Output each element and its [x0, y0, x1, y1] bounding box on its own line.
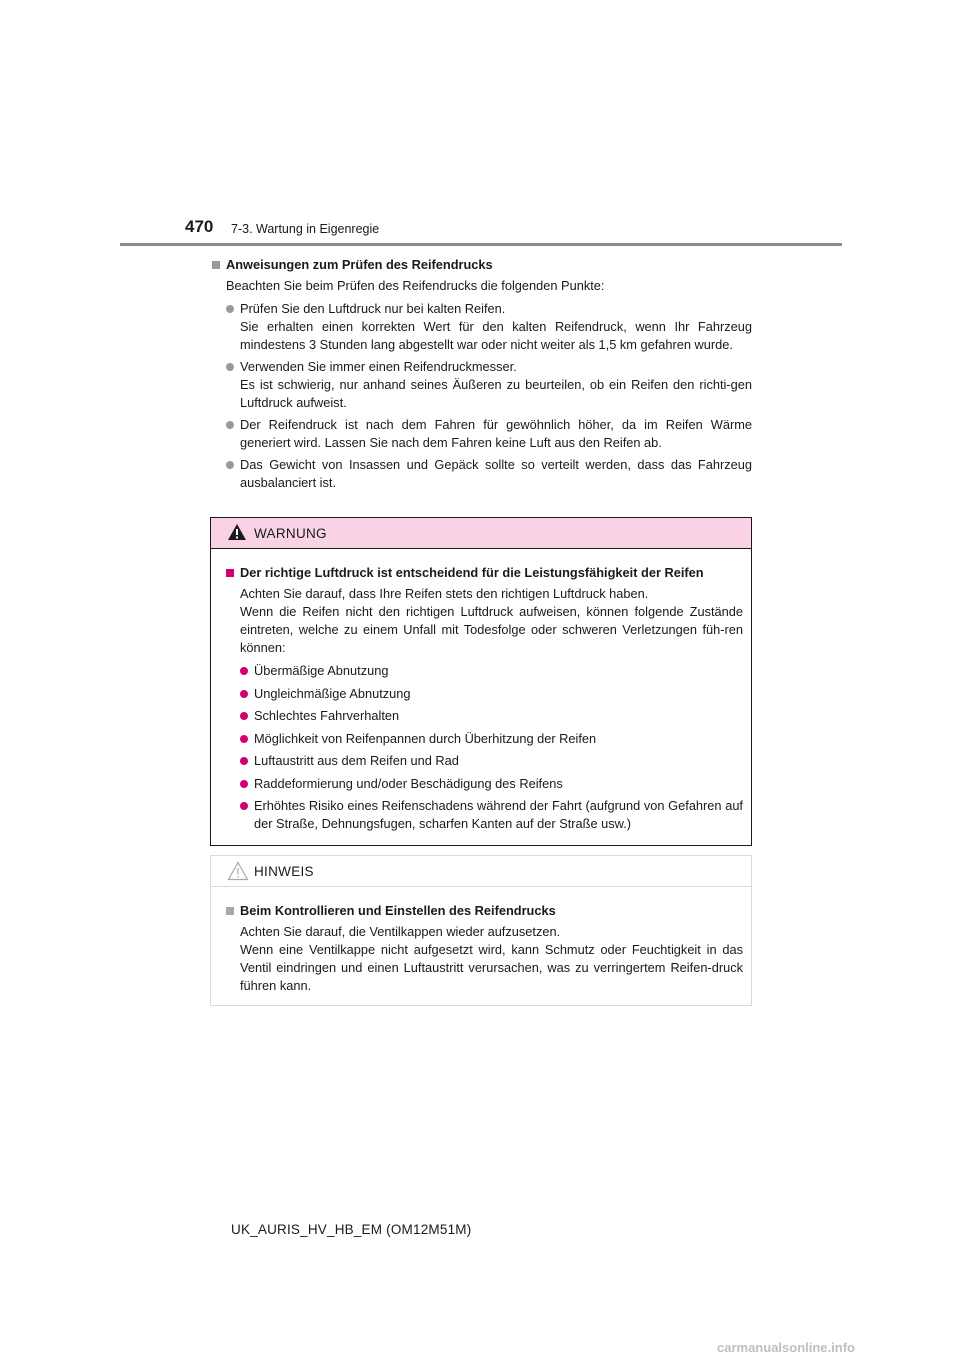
- watermark: carmanualsonline.info: [717, 1340, 855, 1355]
- list-item: [240, 685, 743, 703]
- circle-bullet-icon: [226, 363, 234, 371]
- header-rule: [120, 243, 842, 246]
- notice-header: [211, 856, 751, 887]
- list-item: [226, 416, 752, 452]
- warning-intro: [240, 585, 743, 657]
- circle-bullet-icon: [240, 802, 248, 810]
- section-title: Anweisungen zum Prüfen des Reifendrucks: [226, 257, 493, 272]
- circle-bullet-icon: [240, 780, 248, 788]
- circle-bullet-icon: [226, 305, 234, 313]
- notice-heading: [226, 902, 743, 920]
- intro-line: Wenn eine Ventilkappe nicht aufgesetzt wird, kann Schmutz oder Feuchtigkeit in das Ventil eindringen und einen Luftaustritt verursachen, was zu verringertem Reifen-druck führen kann.: [240, 942, 743, 993]
- tire-check-section: [212, 256, 752, 496]
- list-item: [240, 797, 743, 833]
- square-bullet-icon: [226, 907, 234, 915]
- notice-title: Beim Kontrollieren und Einstellen des Reifendrucks: [240, 903, 556, 918]
- list-item: [240, 707, 743, 725]
- notice-label: HINWEIS: [254, 864, 314, 879]
- warning-triangle-icon: [227, 523, 247, 541]
- circle-bullet-icon: [240, 667, 248, 675]
- chapter-title: 7-3. Wartung in Eigenregie: [231, 222, 380, 236]
- notice-body: [211, 887, 751, 995]
- intro-line: Achten Sie darauf, dass Ihre Reifen stets den richtigen Luftdruck haben.: [240, 586, 649, 601]
- list-item: [240, 752, 743, 770]
- warning-heading: [226, 564, 743, 582]
- section-heading: [212, 256, 752, 274]
- bullet-line: Das Gewicht von Insassen und Gepäck sollte so verteilt werden, dass das Fahrzeug ausbalanciert ist.: [240, 457, 752, 490]
- circle-bullet-icon: [240, 757, 248, 765]
- item-text: Ungleichmäßige Abnutzung: [254, 685, 411, 701]
- page-number: 470: [185, 217, 214, 236]
- item-text: Übermäßige Abnutzung: [254, 663, 389, 678]
- list-item: [226, 456, 752, 492]
- circle-bullet-icon: [240, 735, 248, 743]
- intro-line: Wenn die Reifen nicht den richtigen Luftdruck aufweisen, können folgende Zustände eintreten, welche zu einem Unfall mit Todesfolge oder schweren Verletzungen füh-ren können:: [240, 604, 743, 655]
- list-item: [240, 730, 743, 748]
- square-bullet-icon: [212, 261, 220, 269]
- bullet-line: Prüfen Sie den Luftdruck nur bei kalten Reifen.: [240, 301, 506, 316]
- list-item: [226, 300, 752, 354]
- list-item: [240, 662, 743, 680]
- item-text: Luftaustritt aus dem Reifen und Rad: [254, 753, 459, 768]
- bullet-line: Es ist schwierig, nur anhand seines Äußeren zu beurteilen, ob ein Reifen den richti-gen Luftdruck aufweist.: [240, 377, 752, 410]
- circle-bullet-icon: [240, 690, 248, 698]
- item-text: Schlechtes Fahrverhalten: [254, 708, 400, 723]
- warning-header: [211, 518, 751, 549]
- notice-box: [210, 855, 752, 1006]
- circle-bullet-icon: [240, 712, 248, 720]
- item-text: Erhöhtes Risiko eines Reifenschadens während der Fahrt (aufgrund von Gefahren auf der Straße, Dehnungsfugen, scharfen Kanten auf der Straße usw.): [254, 798, 743, 831]
- caution-triangle-icon: [227, 861, 249, 881]
- bullet-line: Verwenden Sie immer einen Reifendruckmesser.: [240, 359, 517, 374]
- bullet-line: Sie erhalten einen korrekten Wert für den kalten Reifendruck, wenn Ihr Fahrzeug mindestens 3 Stunden lang abgestellt war oder nicht weiter als 1,5 km gefahren wurde.: [240, 319, 752, 352]
- warning-title: Der richtige Luftdruck ist entscheidend für die Leistungsfähigkeit der Reifen: [240, 565, 704, 580]
- intro-line: Achten Sie darauf, die Ventilkappen wieder aufzusetzen.: [240, 924, 561, 939]
- warning-body: [211, 549, 751, 833]
- model-code: UK_AURIS_HV_HB_EM (OM12M51M): [231, 1222, 472, 1237]
- circle-bullet-icon: [226, 461, 234, 469]
- notice-intro: [240, 923, 743, 995]
- square-bullet-icon: [226, 569, 234, 577]
- list-item: [240, 775, 743, 793]
- check-points-list: [226, 300, 752, 492]
- item-text: Möglichkeit von Reifenpannen durch Überhitzung der Reifen: [254, 730, 597, 746]
- item-text: Raddeformierung und/oder Beschädigung des Reifens: [254, 775, 563, 791]
- warning-label: WARNUNG: [254, 526, 327, 541]
- circle-bullet-icon: [226, 421, 234, 429]
- bullet-line: Der Reifendruck ist nach dem Fahren für gewöhnlich höher, da im Reifen Wärme generiert wird. Lassen Sie nach dem Fahren keine Luft aus den Reifen ab.: [240, 417, 752, 450]
- section-intro: Beachten Sie beim Prüfen des Reifendrucks die folgenden Punkte:: [226, 278, 605, 293]
- list-item: [226, 358, 752, 412]
- warning-list: [240, 662, 743, 833]
- warning-box: [210, 517, 752, 846]
